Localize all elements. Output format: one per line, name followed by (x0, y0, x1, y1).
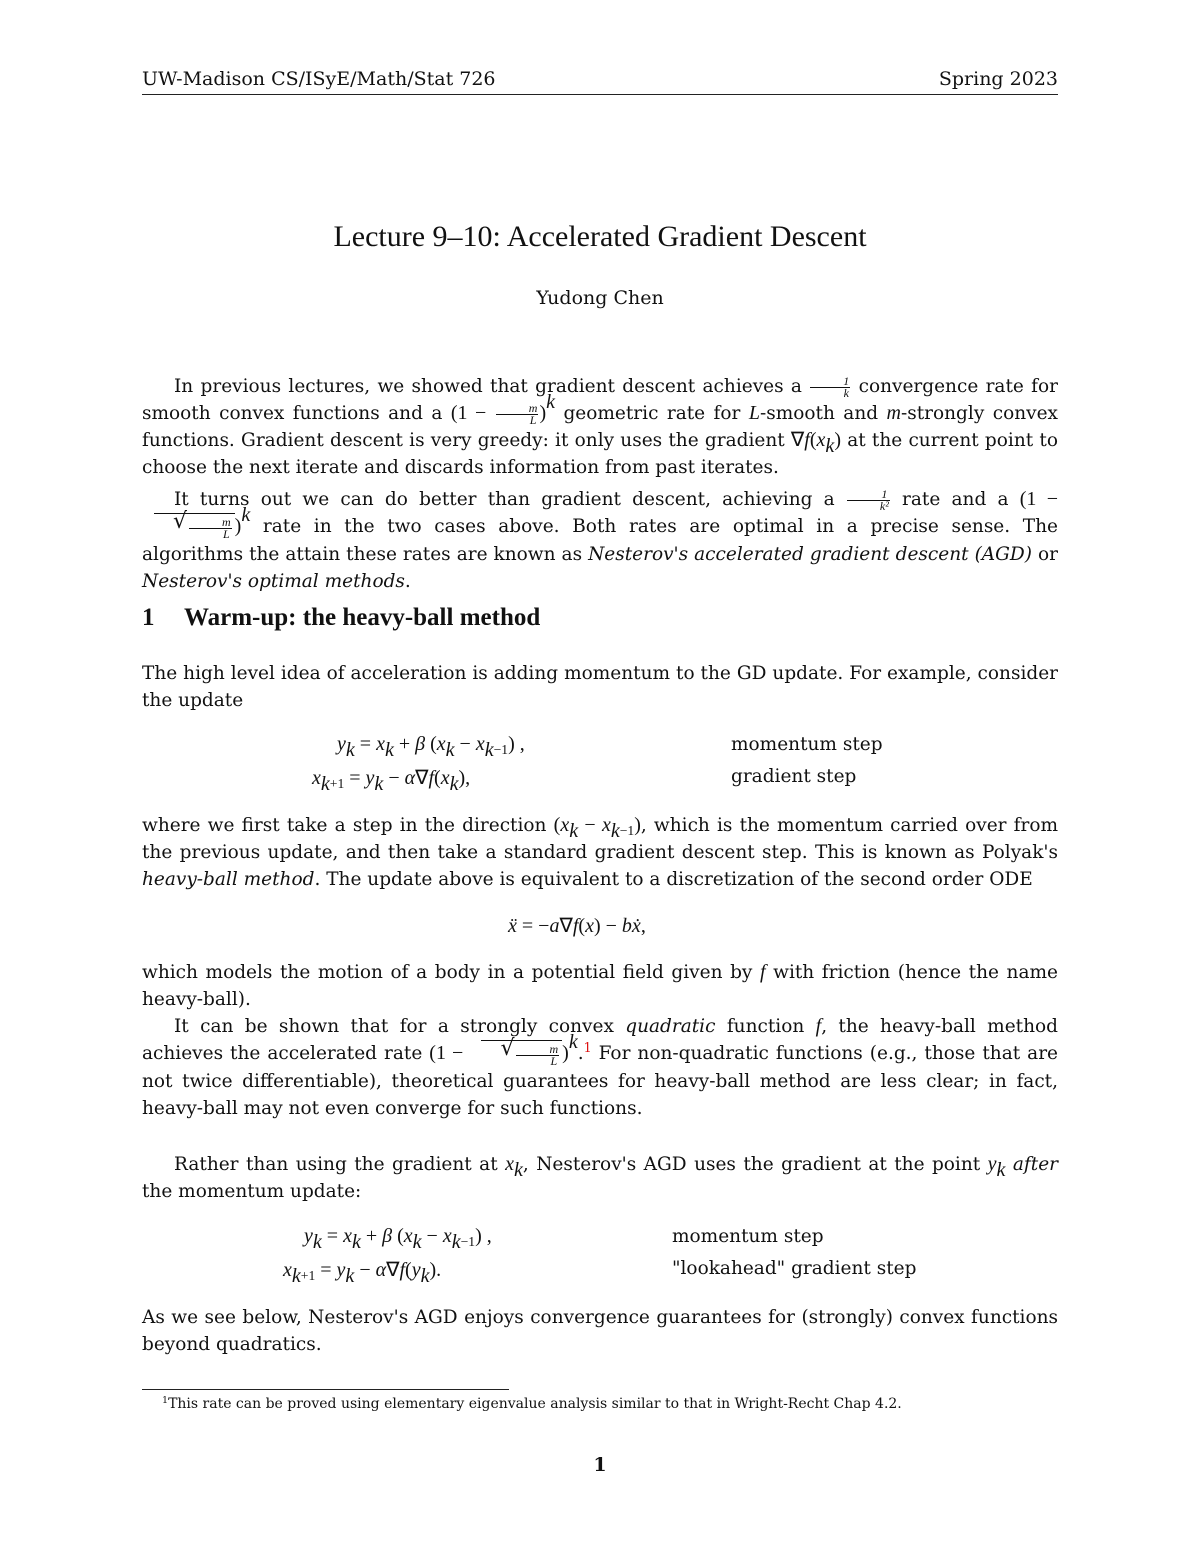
term: Spring 2023 (938, 68, 1058, 90)
running-header (142, 66, 1058, 95)
footnote-rule (142, 1389, 509, 1390)
section1-paragraph-4: It can be shown that for a strongly convex quadratic function f, the heavy-ball method achieves the accelerated rate (1 − √ $\frac{m}{L}$ )$^k$.$^1$ For non-quadratic functions (e.g., those that are not twice differentiable), theoretical guarantees for heavy-ball method are less clear; in fact, heavy-ball may not even converge for such functions. (142, 1013, 1058, 1122)
section1-paragraph-3: which models the motion of a body in a potential field given by f with friction (hence the name heavy-ball). (142, 961, 1058, 1010)
footnote: $^1$This rate can be proved using elementary eigenvalue analysis similar to that in Wright-Recht Chap 4.2. (162, 1394, 902, 1412)
section1-paragraph-5: Rather than using the gradient at $x_k$, Nesterov's AGD uses the gradient at the point $y_k$ after the momentum update: (142, 1153, 1058, 1202)
course-name: UW-Madison CS/ISyE/Math/Stat 726 (142, 68, 496, 90)
document-page: UW-Madison CS/ISyE/Math/Stat 726 Spring 2023 Lecture 9–10: Accelerated Gradient Descent Yudong Chen In previous lectures, we showed that gradient descent achieves a $\frac{1}{k}$ convergence rate for smooth convex functions and a (1 − $\frac{m}{L}$ )$^k$ geometric rate for L-smooth and m-strongly convex functions. Gradient descent is very greedy: it only uses the gradient $\nabla f(x_k)$ at the current point to choose the next iterate and discards information from past iterates. It turns out we can do better than gradient descent, achieving a $\frac{1}{\text{k²}}$ rate and a (1 − √ $\frac{m}{L}$ )$^k$ rate in the two cases above. Both rates are optimal in a precise sense. The algorithms the attain these rates are known as Nesterov's accelerated gradient descent (AGD) or Nesterov's optimal methods. 1 Warm-up: the heavy-ball method The high level idea of acceleration is adding momentum to the GD update. For example, consider the update $y_k = x_k + \beta$ $(x_k - x_{k-1})$ , $x_{k+1} = y_k - \alpha\nabla f(x_k)$, momentum step gradient step where we first take a step in the direction $(x_k - x_{k-1})$, which is the momentum carried over from the previous update, and then take a standard gradient descent step. This is known as Polyak's heavy-ball method. The update above is equivalent to a discretization of the second order ODE ẍ = −a∇f(x) − bẋ, which models the motion of a body in a potential field given by f with friction (hence the name heavy-ball). It can be shown that for a strongly convex quadratic function f, the heavy-ball method achieves the accelerated rate (1 − √ $\frac{m}{L}$ )$^k$.$^1$ For non-quadratic functions (e.g., those that are not twice differentiable), theoretical guarantees for heavy-ball method are less clear; in fact, heavy-ball may not even converge for such functions. Rather than using the gradient at $x_k$, Nesterov's AGD uses the gradient at the point $y_k$ after the momentum update: $y_k = x_k + \beta$ $(x_k - x_{k-1})$ , $x_{k+1} = y_k - \alpha\nabla f(y_k)$. momentum step "lookahead" gradient step As we see below, Nesterov's AGD enjoys convergence guarantees for (strongly) convex functions beyond quadratics. $^1$This rate can be proved using elementary eigenvalue analysis similar to that in Wright-Recht Chap 4.2. 1 (0, 0, 1200, 1553)
footnote-marker[interactable]: 1 (583, 1040, 592, 1056)
section1-paragraph-2: where we first take a step in the direction $(x_k - x_{k-1})$, which is the momentum carried over from the previous update, and then take a standard gradient descent step. This is known as Polyak's heavy-ball method. The update above is equivalent to a discretization of the second order ODE (142, 814, 1059, 890)
section1-paragraph-1: The high level idea of acceleration is adding momentum to the GD update. For example, consider the update (142, 663, 1058, 711)
section1-paragraph-6: As we see below, Nesterov's AGD enjoys convergence guarantees for (strongly) convex functions beyond quadratics. (142, 1307, 1058, 1355)
intro-paragraph-2: It turns out we can do better than gradient descent, achieving a $\frac{1}{\text{k²}}$ rate and a (1 − √ $\frac{m}{L}$ )$^k$ rate in the two cases above. Both rates are optimal in a precise sense. The algorithms the attain these rates are known as Nesterov's accelerated gradient descent (AGD) or Nesterov's optimal methods. (142, 486, 1058, 595)
author: Yudong Chen (536, 287, 664, 309)
section-heading-1: 1 Warm-up: the heavy-ball method (142, 604, 541, 631)
page-title: Lecture 9–10: Accelerated Gradient Descent (333, 220, 867, 253)
equation-ode: ẍ = −a∇f(x) − bẋ, (508, 915, 646, 937)
intro-paragraph-1: In previous lectures, we showed that gradient descent achieves a $\frac{1}{k}$ convergence rate for smooth convex functions and a (1 − $\frac{m}{L}$ )$^k$ geometric rate for L-smooth and m-strongly convex functions. Gradient descent is very greedy: it only uses the gradient $\nabla f(x_k)$ at the current point to choose the next iterate and discards information from past iterates. (142, 373, 1058, 478)
page-number: 1 (593, 1454, 607, 1476)
